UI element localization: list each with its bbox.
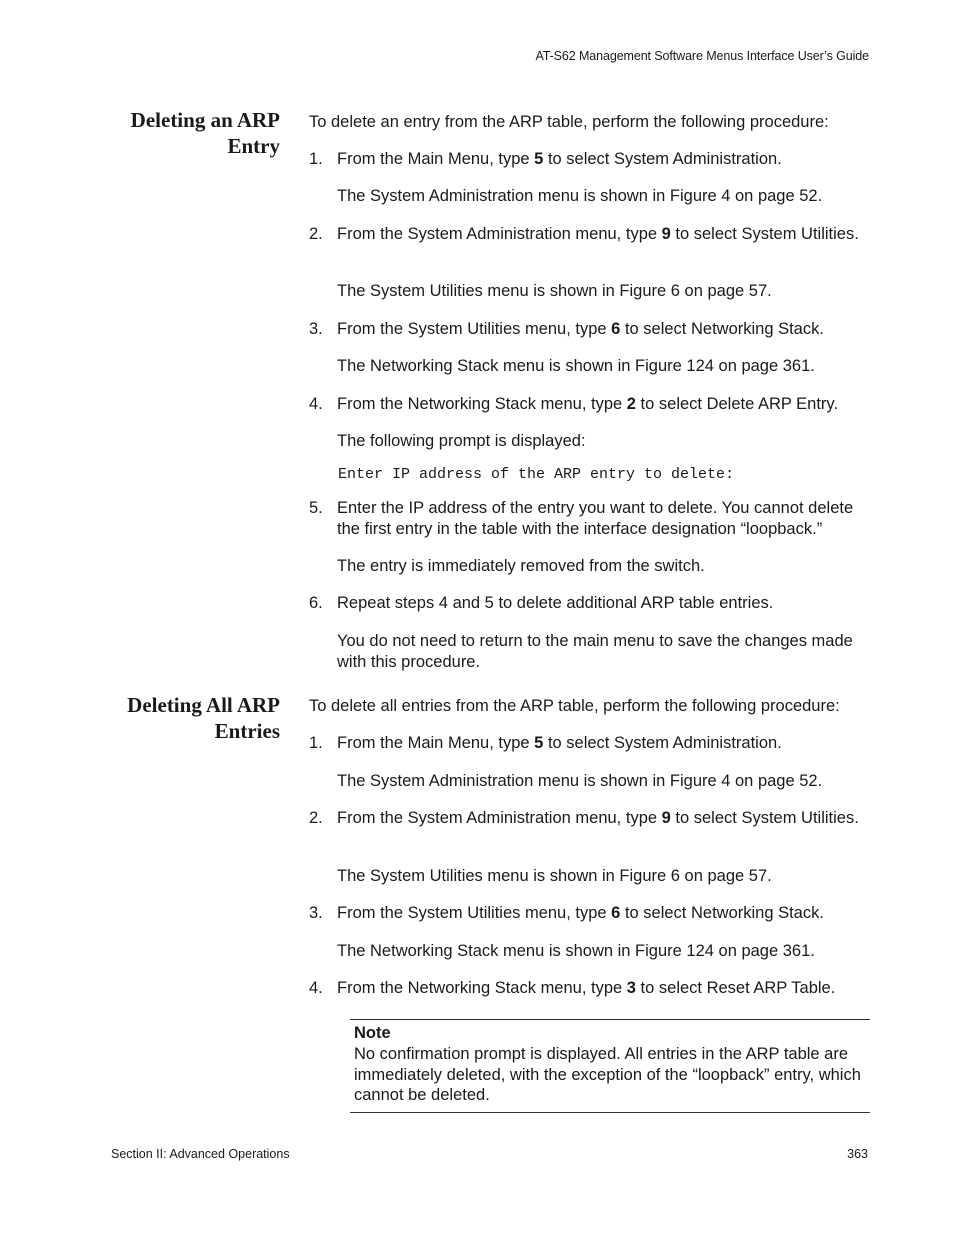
step-text: From the System Utilities menu, type 6 to select Networking Stack.	[337, 904, 824, 922]
step-number: 4.	[309, 395, 323, 413]
running-header: AT-S62 Management Software Menus Interface User’s Guide	[535, 49, 869, 63]
command-prompt: Enter IP address of the ARP entry to delete:	[338, 466, 735, 483]
menu-key: 6	[611, 320, 621, 338]
step-item	[309, 224, 869, 245]
step-number: 5.	[309, 499, 323, 517]
step-number: 3.	[309, 904, 323, 922]
step-number: 4.	[309, 979, 323, 997]
step-text: From the Networking Stack menu, type 2 to select Delete ARP Entry.	[337, 395, 839, 413]
menu-key: 6	[611, 904, 621, 922]
step-text: From the Networking Stack menu, type 3 to select Reset ARP Table.	[337, 979, 836, 997]
menu-key: 9	[661, 225, 671, 243]
step-result: The following prompt is displayed:	[337, 432, 586, 450]
heading-line-2: Entries	[214, 719, 280, 743]
step-item	[309, 808, 869, 829]
section-heading-deleting-all-arp-entries	[80, 692, 280, 744]
step-number: 3.	[309, 320, 323, 338]
step-item	[309, 593, 869, 614]
menu-key: 2	[626, 395, 636, 413]
step-number: 2.	[309, 809, 323, 827]
step-text: From the System Administration menu, type 9 to select System Utilities.	[337, 809, 859, 827]
step-number: 1.	[309, 150, 323, 168]
step-text: Repeat steps 4 and 5 to delete additional ARP table entries.	[337, 594, 774, 612]
section-intro: To delete an entry from the ARP table, perform the following procedure:	[309, 113, 829, 131]
heading-line-1: Deleting All ARP	[127, 693, 280, 717]
step-item	[309, 498, 869, 539]
heading-line-2: Entry	[227, 134, 280, 158]
step-result: The System Utilities menu is shown in Figure 6 on page 57.	[337, 867, 772, 885]
step-item	[309, 978, 869, 999]
step-result: The entry is immediately removed from the switch.	[337, 557, 705, 575]
page-number: 363	[847, 1147, 868, 1161]
menu-key: 9	[661, 809, 671, 827]
step-item	[309, 319, 869, 340]
section-intro: To delete all entries from the ARP table, perform the following procedure:	[309, 697, 840, 715]
step-item	[309, 903, 869, 924]
footer-section-label: Section II: Advanced Operations	[111, 1147, 290, 1161]
heading-line-1: Deleting an ARP	[130, 108, 280, 132]
step-item	[309, 149, 869, 170]
step-text: From the System Utilities menu, type 6 to select Networking Stack.	[337, 320, 824, 338]
step-item	[309, 733, 869, 754]
step-result: The Networking Stack menu is shown in Figure 124 on page 361.	[337, 357, 815, 375]
note-title: Note	[354, 1024, 391, 1042]
step-text: From the Main Menu, type 5 to select System Administration.	[337, 150, 782, 168]
step-number: 2.	[309, 225, 323, 243]
section-heading-deleting-arp-entry	[80, 107, 280, 159]
step-number: 1.	[309, 734, 323, 752]
menu-key: 3	[626, 979, 636, 997]
menu-key: 5	[534, 150, 544, 168]
step-text: Enter the IP address of the entry you want to delete. You cannot delete the first entry in the table with the interface designation “loopback.”	[337, 499, 854, 538]
step-result: The System Administration menu is shown in Figure 4 on page 52.	[337, 187, 823, 205]
step-text: From the System Administration menu, type 9 to select System Utilities.	[337, 225, 859, 243]
note-box	[350, 1019, 870, 1113]
step-item	[309, 394, 869, 415]
menu-key: 5	[534, 734, 544, 752]
step-result: You do not need to return to the main menu to save the changes made with this procedure.	[337, 632, 853, 671]
note-body: No confirmation prompt is displayed. All entries in the ARP table are immediately deleted, with the exception of the “loopback” entry, which cannot be deleted.	[354, 1045, 861, 1104]
step-result: The System Administration menu is shown in Figure 4 on page 52.	[337, 772, 823, 790]
step-text: From the Main Menu, type 5 to select System Administration.	[337, 734, 782, 752]
step-result: The Networking Stack menu is shown in Figure 124 on page 361.	[337, 942, 815, 960]
step-number: 6.	[309, 594, 323, 612]
step-result: The System Utilities menu is shown in Figure 6 on page 57.	[337, 282, 772, 300]
